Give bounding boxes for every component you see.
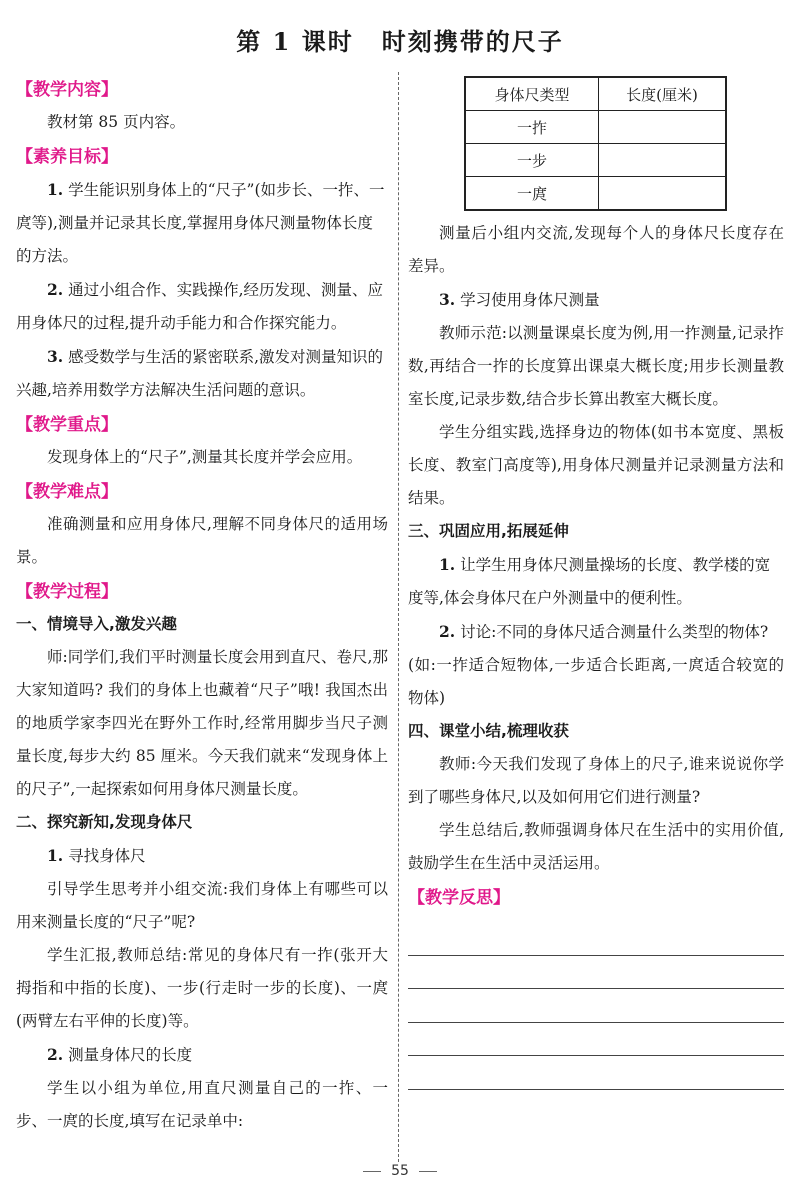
table-row (465, 111, 726, 144)
table-header: 长度(厘米) (599, 77, 727, 111)
page-number: 55 (391, 1163, 409, 1179)
writing-line[interactable] (408, 1056, 784, 1090)
goals-tag: 【素养目标】 (16, 147, 118, 167)
table-row (465, 144, 726, 177)
page-title (0, 22, 800, 57)
table-header: 身体尺类型 (465, 77, 599, 111)
left-column (16, 72, 388, 1138)
reflection-tag: 【教学反思】 (408, 888, 510, 908)
section1-text: 师:同学们,我们平时测量长度会用到直尺、卷尺,那大家知道吗? 我们的身体上也藏着“尺子”哦! 我国杰出的地质学家李四光在野外工作时,经常用脚步当尺子测量长度,每步大约 85 厘米。今天我们就来“发现身体上的尺子”,一起探索如何用身体尺测量长度。 (16, 648, 388, 798)
writing-line[interactable] (408, 956, 784, 990)
table-cell-blank[interactable] (599, 144, 727, 177)
sub1-text1: 引导学生思考并小组交流:我们身体上有哪些可以用来测量长度的“尺子”呢? (16, 880, 388, 931)
page-number-footer (0, 1163, 800, 1179)
key-points-tag: 【教学重点】 (16, 415, 118, 435)
content-tag: 【教学内容】 (16, 80, 118, 100)
section3-item2-note: (如:一拃适合短物体,一步适合长距离,一庹适合较宽的物体) (408, 656, 784, 707)
goal-item: 1. 学生能识别身体上的“尺子”(如步长、一拃、一庹等),测量并记录其长度,掌握用身体尺测量物体长度的方法。 (16, 180, 385, 265)
right-column (408, 72, 784, 1090)
process-tag: 【教学过程】 (16, 582, 118, 602)
after-table-text: 测量后小组内交流,发现每个人的身体尺长度存在差异。 (408, 224, 784, 275)
record-table (464, 76, 727, 211)
reflection-lines[interactable] (408, 922, 784, 1090)
lesson-number: 第 1 课时 (236, 27, 354, 56)
section1-heading: 一、情境导入,激发兴趣 (16, 615, 177, 633)
difficult-points-text: 准确测量和应用身体尺,理解不同身体尺的适用场景。 (16, 515, 388, 566)
sub2-title: 2. 测量身体尺的长度 (47, 1045, 193, 1064)
sub2-text: 学生以小组为单位,用直尺测量自己的一拃、一步、一庹的长度,填写在记录单中: (16, 1079, 388, 1130)
writing-line[interactable] (408, 922, 784, 956)
column-divider (398, 72, 399, 1162)
table-header-row (465, 77, 726, 111)
content-text: 教材第 85 页内容。 (47, 113, 186, 131)
key-points-text: 发现身体上的“尺子”,测量其长度并学会应用。 (47, 448, 363, 466)
table-cell: 一步 (465, 144, 599, 177)
table-cell-blank[interactable] (599, 111, 727, 144)
table-cell-blank[interactable] (599, 177, 727, 211)
writing-line[interactable] (408, 1023, 784, 1057)
section4-text1: 教师:今天我们发现了身体上的尺子,谁来说说你学到了哪些身体尺,以及如何用它们进行测量? (408, 755, 784, 806)
difficult-points-tag: 【教学难点】 (16, 482, 118, 502)
goal-item: 2. 通过小组合作、实践操作,经历发现、测量、应用身体尺的过程,提升动手能力和合作探究能力。 (16, 280, 384, 332)
sub3-text1: 教师示范:以测量课桌长度为例,用一拃测量,记录拃数,再结合一拃的长度算出课桌大概长度;用步长测量教室长度,记录步数,结合步长算出教室大概长度。 (408, 324, 784, 408)
sub3-text2: 学生分组实践,选择身边的物体(如书本宽度、黑板长度、教室门高度等),用身体尺测量并记录测量方法和结果。 (408, 423, 784, 507)
goal-item: 3. 感受数学与生活的紧密联系,激发对测量知识的兴趣,培养用数学方法解决生活问题的意识。 (16, 347, 384, 399)
sub1-title: 1. 寻找身体尺 (47, 846, 146, 865)
section3-item1: 1. 让学生用身体尺测量操场的长度、教学楼的宽度等,体会身体尺在户外测量中的便利性。 (408, 555, 771, 607)
table-row (465, 177, 726, 211)
section4-heading: 四、课堂小结,梳理收获 (408, 722, 569, 740)
sub1-text2: 学生汇报,教师总结:常见的身体尺有一拃(张开大拇指和中指的长度)、一步(行走时一步的长度)、一庹(两臂左右平伸的长度)等。 (16, 946, 388, 1030)
sub3-title: 3. 学习使用身体尺测量 (439, 290, 600, 309)
table-cell: 一拃 (465, 111, 599, 144)
section2-heading: 二、探究新知,发现身体尺 (16, 813, 193, 831)
table-cell: 一庹 (465, 177, 599, 211)
section3-item2: 2. 讨论:不同的身体尺适合测量什么类型的物体? (439, 622, 769, 641)
section4-text2: 学生总结后,教师强调身体尺在生活中的实用价值,鼓励学生在生活中灵活运用。 (408, 821, 784, 872)
writing-line[interactable] (408, 989, 784, 1023)
section3-heading: 三、巩固应用,拓展延伸 (408, 522, 569, 540)
lesson-topic: 时刻携带的尺子 (381, 27, 564, 56)
